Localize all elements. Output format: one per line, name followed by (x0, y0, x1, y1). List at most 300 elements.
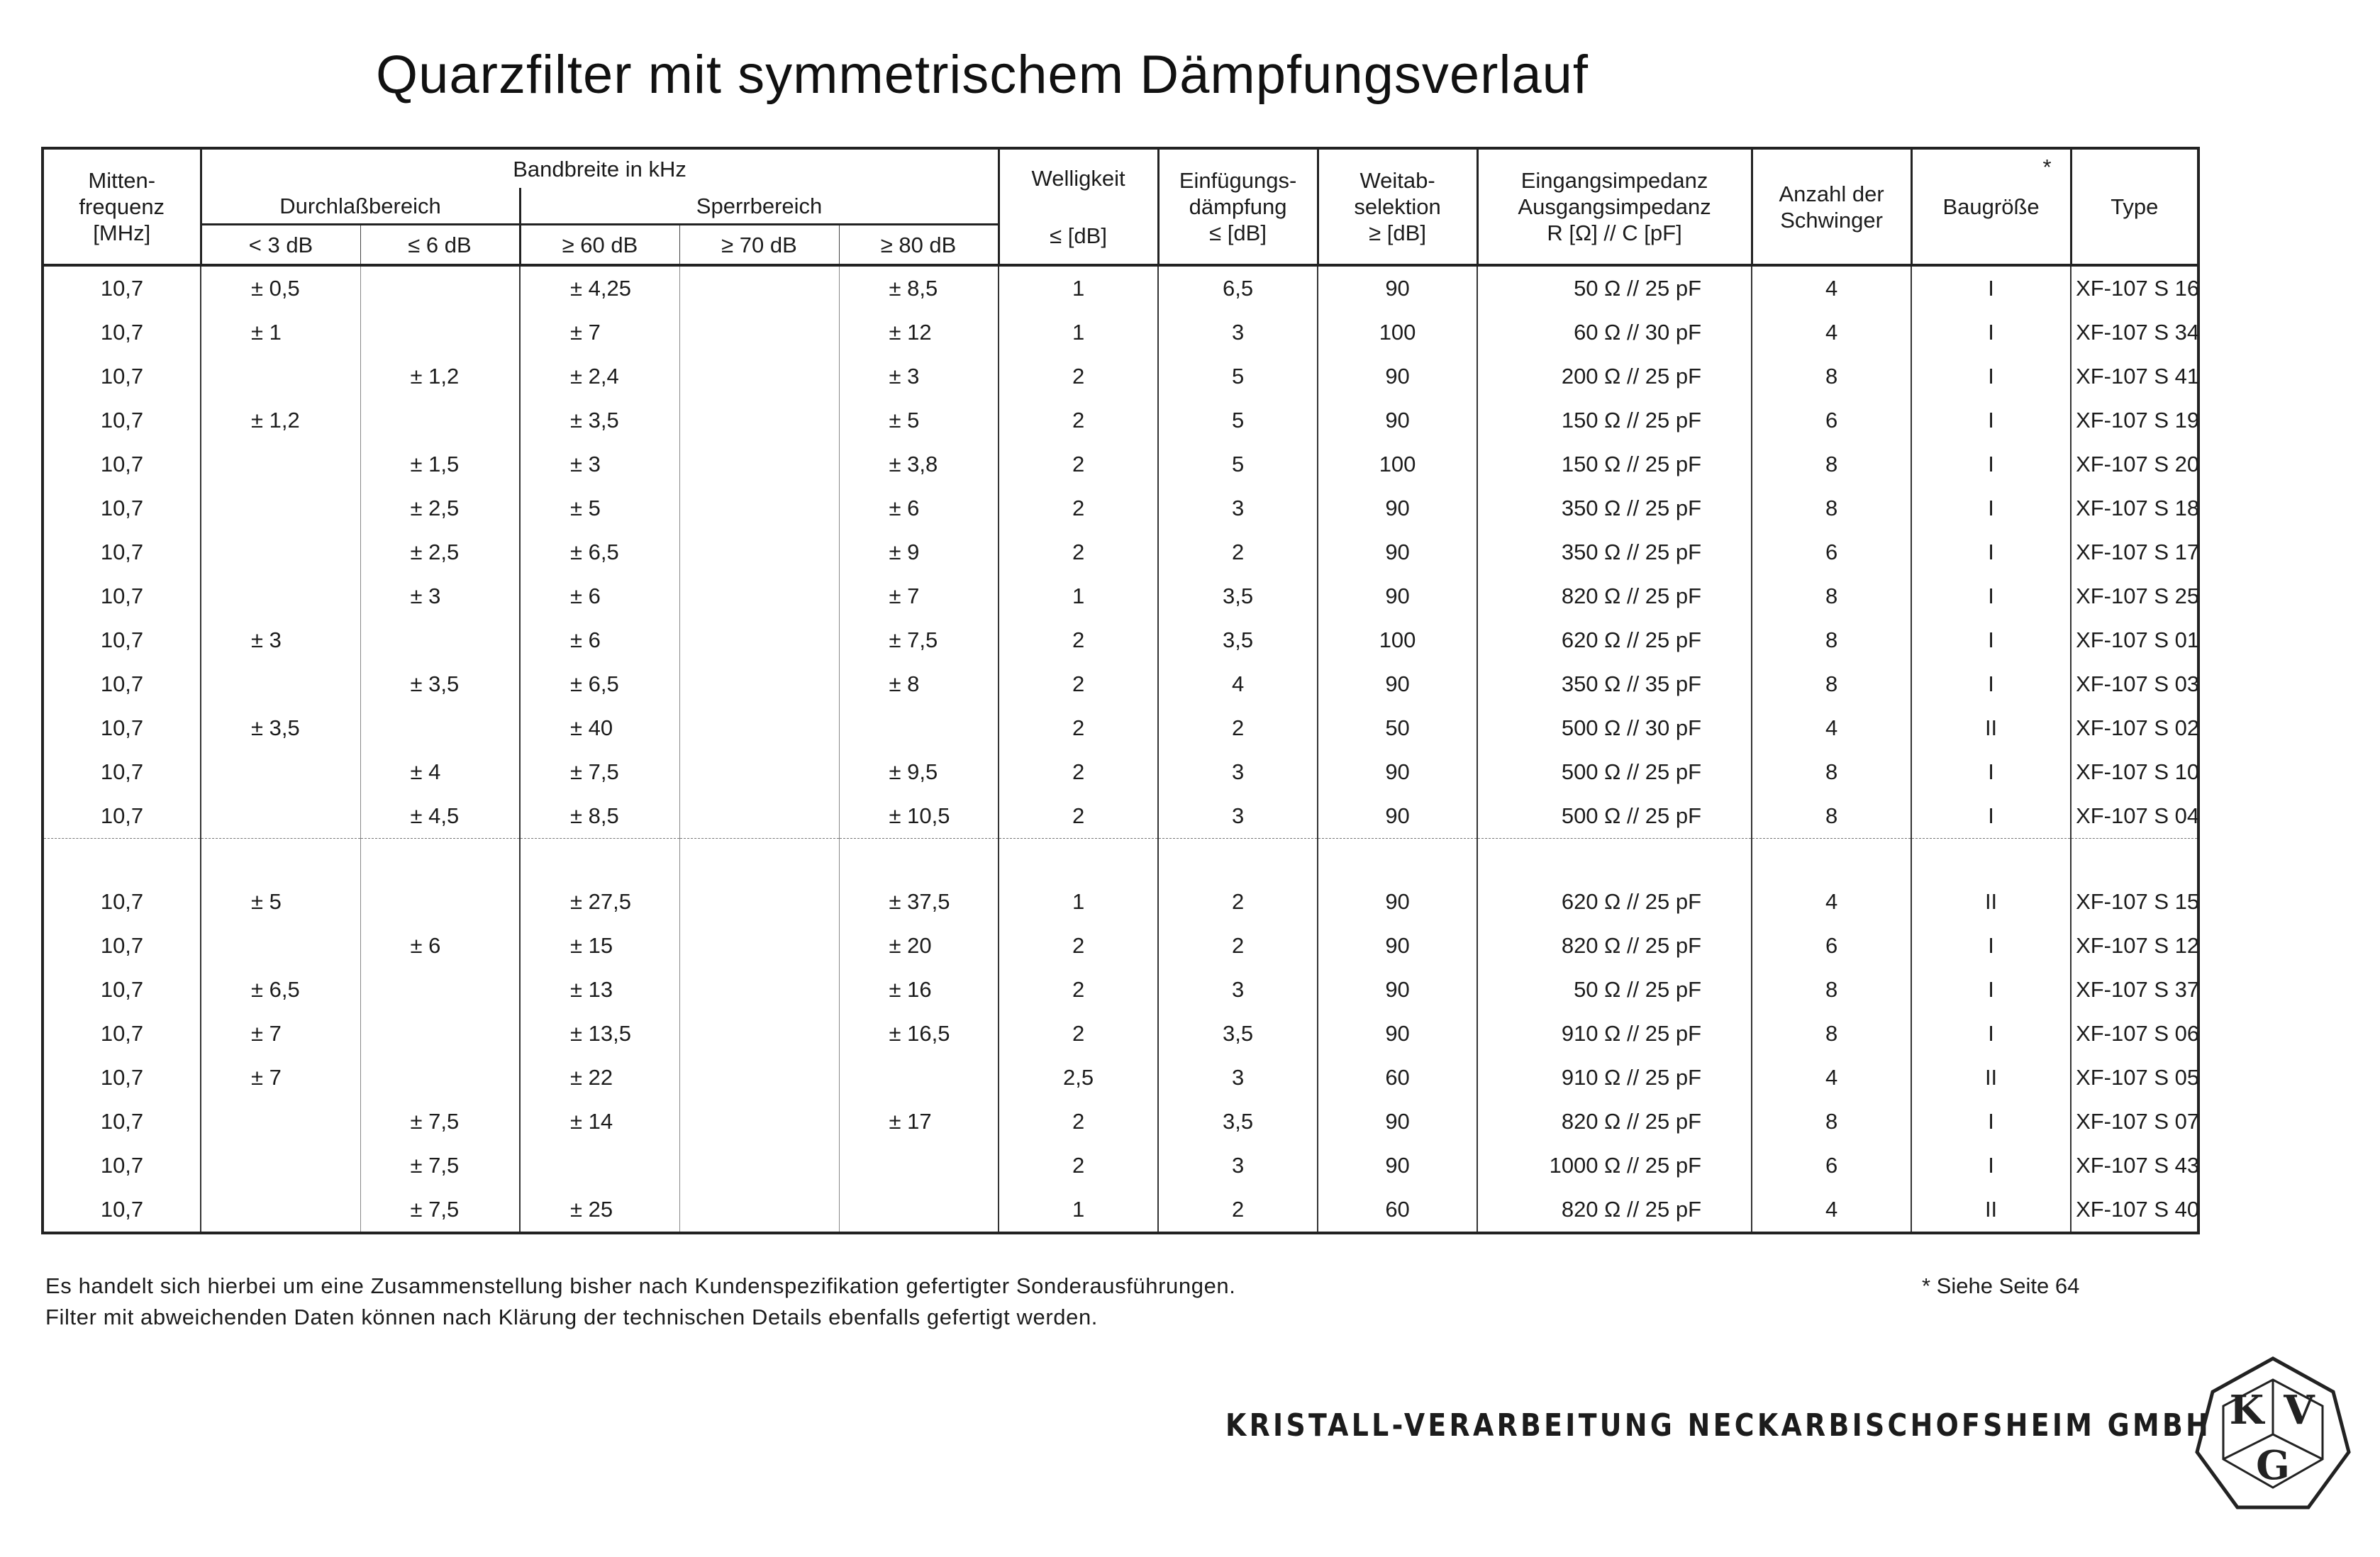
cell-durchlass-3db (201, 924, 360, 968)
cell-sperr-60db: ± 7,5 (520, 750, 679, 794)
cell-sperr-60db: ± 3 (520, 442, 679, 486)
cell-schwinger: 6 (1752, 1144, 1911, 1188)
cell-weitab: 50 (1318, 706, 1477, 750)
cell-weitab: 90 (1318, 1100, 1477, 1144)
cell-weitab: 90 (1318, 968, 1477, 1012)
cell-impedanz: 910 Ω // 25 pF (1477, 1012, 1752, 1056)
cell-sperr-60db: ± 15 (520, 924, 679, 968)
cell-mittenfrequenz: 10,7 (43, 265, 201, 311)
header-weitab-line3: ≥ [dB] (1369, 221, 1426, 245)
cell-sperr-70db (679, 1144, 839, 1188)
header-60db: ≥ 60 dB (520, 225, 679, 266)
cell-type: XF-107 S 34 (2071, 311, 2198, 355)
header-impedanz-line3: R [Ω] // C [pF] (1547, 221, 1682, 245)
cell-sperr-60db: ± 14 (520, 1100, 679, 1144)
header-baugroesse-label: Baugröße (1942, 194, 2040, 219)
cell-baugroesse: I (1911, 442, 2071, 486)
header-einfuegungsdaempfung (1158, 148, 1318, 265)
cell-weitab: 90 (1318, 794, 1477, 839)
header-sperrbereich: Sperrbereich (520, 188, 999, 225)
cell-sperr-70db (679, 794, 839, 839)
cell-type: XF-107 S 19 (2071, 398, 2198, 442)
cell-type: XF-107 S 37 (2071, 968, 2198, 1012)
cell-schwinger: 8 (1752, 442, 1911, 486)
cell-sperr-70db (679, 618, 839, 662)
cell-sperr-70db (679, 706, 839, 750)
cell-einfuegung: 2 (1158, 924, 1318, 968)
cell-baugroesse: I (1911, 618, 2071, 662)
cell-schwinger: 8 (1752, 794, 1911, 839)
cell-durchlass-3db: ± 6,5 (201, 968, 360, 1012)
svg-text:G: G (2256, 1442, 2290, 1489)
cell-sperr-60db: ± 2,4 (520, 355, 679, 398)
header-welligkeit (999, 148, 1158, 265)
cell-sperr-70db (679, 1188, 839, 1233)
cell-durchlass-6db: ± 6 (360, 924, 520, 968)
cell-sperr-80db: ± 10,5 (839, 794, 999, 839)
cell-sperr-60db: ± 3,5 (520, 398, 679, 442)
cell-einfuegung: 3 (1158, 1056, 1318, 1100)
cell-welligkeit: 1 (999, 574, 1158, 618)
header-impedanz-line2: Ausgangsimpedanz (1518, 194, 1711, 219)
cell-sperr-70db (679, 486, 839, 530)
cell-einfuegung: 3 (1158, 750, 1318, 794)
filter-table-container (41, 147, 2200, 1244)
cell-impedanz: 500 Ω // 30 pF (1477, 706, 1752, 750)
cell-sperr-60db: ± 40 (520, 706, 679, 750)
table-row (43, 311, 2198, 355)
cell-impedanz: 350 Ω // 25 pF (1477, 486, 1752, 530)
table-row (43, 486, 2198, 530)
cell-mittenfrequenz: 10,7 (43, 530, 201, 574)
page-title: Quarzfilter mit symmetrischem Dämpfungsverlauf (376, 45, 1589, 105)
header-3db: < 3 dB (201, 225, 360, 266)
cell-mittenfrequenz: 10,7 (43, 355, 201, 398)
table-row (43, 355, 2198, 398)
header-6db: ≤ 6 dB (360, 225, 520, 266)
cell-weitab: 90 (1318, 265, 1477, 311)
cell-durchlass-3db (201, 1100, 360, 1144)
cell-sperr-70db (679, 1100, 839, 1144)
header-welligkeit-line1: Welligkeit (1031, 165, 1125, 191)
header-type: Type (2071, 148, 2198, 265)
cell-sperr-60db: ± 8,5 (520, 794, 679, 839)
cell-durchlass-6db: ± 4,5 (360, 794, 520, 839)
cell-durchlass-3db: ± 3,5 (201, 706, 360, 750)
cell-sperr-80db: ± 9,5 (839, 750, 999, 794)
header-weitab-line2: selektion (1354, 194, 1441, 219)
cell-durchlass-6db: ± 1,5 (360, 442, 520, 486)
group-spacer-row (43, 839, 2198, 881)
cell-type: XF-107 S 07 (2071, 1100, 2198, 1144)
cell-impedanz: 50 Ω // 25 pF (1477, 265, 1752, 311)
cell-sperr-60db: ± 6 (520, 574, 679, 618)
cell-durchlass-3db (201, 530, 360, 574)
cell-sperr-70db (679, 265, 839, 311)
cell-schwinger: 8 (1752, 662, 1911, 706)
cell-sperr-70db (679, 311, 839, 355)
cell-einfuegung: 4 (1158, 662, 1318, 706)
cell-durchlass-6db: ± 3 (360, 574, 520, 618)
cell-impedanz: 50 Ω // 25 pF (1477, 968, 1752, 1012)
spacer-cell (1477, 839, 1752, 881)
footnote-star: * Siehe Seite 64 (1922, 1273, 2080, 1298)
header-schwinger (1752, 148, 1911, 265)
cell-type: XF-107 S 02 (2071, 706, 2198, 750)
cell-einfuegung: 3 (1158, 794, 1318, 839)
cell-weitab: 100 (1318, 311, 1477, 355)
cell-baugroesse: I (1911, 265, 2071, 311)
cell-durchlass-6db (360, 968, 520, 1012)
cell-einfuegung: 3,5 (1158, 618, 1318, 662)
cell-weitab: 60 (1318, 1056, 1477, 1100)
cell-impedanz: 60 Ω // 30 pF (1477, 311, 1752, 355)
header-schwinger-line1: Anzahl der (1779, 181, 1884, 206)
cell-mittenfrequenz: 10,7 (43, 1056, 201, 1100)
cell-sperr-70db (679, 355, 839, 398)
cell-impedanz: 820 Ω // 25 pF (1477, 1188, 1752, 1233)
cell-baugroesse: II (1911, 1188, 2071, 1233)
cell-durchlass-3db: ± 7 (201, 1012, 360, 1056)
table-row (43, 265, 2198, 311)
cell-sperr-60db (520, 1144, 679, 1188)
table-row (43, 1188, 2198, 1233)
spacer-cell (360, 839, 520, 881)
cell-sperr-80db: ± 8 (839, 662, 999, 706)
cell-welligkeit: 2 (999, 618, 1158, 662)
cell-weitab: 90 (1318, 574, 1477, 618)
header-mittenfrequenz-line2: frequenz (79, 194, 165, 219)
cell-sperr-80db: ± 12 (839, 311, 999, 355)
cell-baugroesse: I (1911, 311, 2071, 355)
baugroesse-star: * (2042, 155, 2052, 179)
cell-sperr-70db (679, 398, 839, 442)
cell-einfuegung: 3 (1158, 486, 1318, 530)
cell-durchlass-3db (201, 662, 360, 706)
cell-durchlass-6db: ± 7,5 (360, 1144, 520, 1188)
cell-durchlass-6db: ± 7,5 (360, 1100, 520, 1144)
cell-baugroesse: I (1911, 398, 2071, 442)
cell-schwinger: 8 (1752, 968, 1911, 1012)
cell-baugroesse: I (1911, 794, 2071, 839)
cell-sperr-80db: ± 7,5 (839, 618, 999, 662)
cell-sperr-70db (679, 968, 839, 1012)
header-weitabselektion (1318, 148, 1477, 265)
cell-einfuegung: 3 (1158, 1144, 1318, 1188)
cell-baugroesse: I (1911, 1012, 2071, 1056)
cell-sperr-80db (839, 1144, 999, 1188)
cell-schwinger: 4 (1752, 1056, 1911, 1100)
cell-weitab: 90 (1318, 1012, 1477, 1056)
cell-durchlass-6db (360, 880, 520, 924)
cell-welligkeit: 2,5 (999, 1056, 1158, 1100)
cell-mittenfrequenz: 10,7 (43, 618, 201, 662)
cell-mittenfrequenz: 10,7 (43, 398, 201, 442)
cell-sperr-80db: ± 17 (839, 1100, 999, 1144)
cell-durchlass-6db (360, 311, 520, 355)
cell-welligkeit: 2 (999, 1144, 1158, 1188)
cell-baugroesse: I (1911, 924, 2071, 968)
table-row (43, 442, 2198, 486)
cell-sperr-70db (679, 1056, 839, 1100)
cell-type: XF-107 S 43 (2071, 1144, 2198, 1188)
cell-sperr-80db: ± 16 (839, 968, 999, 1012)
cell-type: XF-107 S 18 (2071, 486, 2198, 530)
table-row (43, 880, 2198, 924)
spacer-cell (1911, 839, 2071, 881)
cell-schwinger: 6 (1752, 924, 1911, 968)
cell-durchlass-6db: ± 2,5 (360, 530, 520, 574)
cell-sperr-80db (839, 1188, 999, 1233)
cell-baugroesse: I (1911, 662, 2071, 706)
cell-welligkeit: 2 (999, 530, 1158, 574)
cell-welligkeit: 2 (999, 924, 1158, 968)
cell-einfuegung: 5 (1158, 355, 1318, 398)
cell-sperr-70db (679, 442, 839, 486)
cell-weitab: 90 (1318, 355, 1477, 398)
spacer-cell (999, 839, 1158, 881)
cell-mittenfrequenz: 10,7 (43, 706, 201, 750)
cell-impedanz: 1000 Ω // 25 pF (1477, 1144, 1752, 1188)
cell-baugroesse: II (1911, 1056, 2071, 1100)
footnote-line-2: Filter mit abweichenden Daten können nach Klärung der technischen Details ebenfalls gefertigt werden. (45, 1305, 1098, 1329)
cell-mittenfrequenz: 10,7 (43, 750, 201, 794)
cell-durchlass-3db: ± 7 (201, 1056, 360, 1100)
spacer-cell (201, 839, 360, 881)
table-row (43, 530, 2198, 574)
cell-einfuegung: 3 (1158, 968, 1318, 1012)
cell-durchlass-6db (360, 706, 520, 750)
cell-durchlass-6db (360, 265, 520, 311)
cell-mittenfrequenz: 10,7 (43, 1100, 201, 1144)
table-row (43, 1144, 2198, 1188)
cell-sperr-60db: ± 13 (520, 968, 679, 1012)
cell-impedanz: 820 Ω // 25 pF (1477, 1100, 1752, 1144)
cell-baugroesse: I (1911, 750, 2071, 794)
spacer-cell (43, 839, 201, 881)
cell-weitab: 100 (1318, 442, 1477, 486)
cell-mittenfrequenz: 10,7 (43, 662, 201, 706)
cell-durchlass-3db: ± 5 (201, 880, 360, 924)
cell-type: XF-107 S 05 (2071, 1056, 2198, 1100)
table-row (43, 706, 2198, 750)
cell-sperr-60db: ± 5 (520, 486, 679, 530)
cell-schwinger: 8 (1752, 486, 1911, 530)
cell-impedanz: 620 Ω // 25 pF (1477, 618, 1752, 662)
cell-sperr-60db: ± 7 (520, 311, 679, 355)
cell-durchlass-3db (201, 794, 360, 839)
cell-impedanz: 820 Ω // 25 pF (1477, 924, 1752, 968)
cell-einfuegung: 2 (1158, 706, 1318, 750)
cell-welligkeit: 1 (999, 311, 1158, 355)
cell-baugroesse: I (1911, 968, 2071, 1012)
cell-type: XF-107 S 10 (2071, 750, 2198, 794)
cell-durchlass-3db: ± 1,2 (201, 398, 360, 442)
cell-sperr-70db (679, 1012, 839, 1056)
cell-sperr-70db (679, 530, 839, 574)
cell-baugroesse: II (1911, 706, 2071, 750)
cell-baugroesse: II (1911, 880, 2071, 924)
cell-welligkeit: 2 (999, 398, 1158, 442)
cell-sperr-80db: ± 3,8 (839, 442, 999, 486)
cell-durchlass-3db (201, 355, 360, 398)
cell-durchlass-3db (201, 750, 360, 794)
cell-type: XF-107 S 16 (2071, 265, 2198, 311)
cell-mittenfrequenz: 10,7 (43, 1188, 201, 1233)
cell-weitab: 90 (1318, 530, 1477, 574)
cell-impedanz: 500 Ω // 25 pF (1477, 750, 1752, 794)
cell-baugroesse: I (1911, 486, 2071, 530)
cell-sperr-80db: ± 37,5 (839, 880, 999, 924)
table-row (43, 1100, 2198, 1144)
cell-einfuegung: 3,5 (1158, 1012, 1318, 1056)
cell-einfuegung: 2 (1158, 530, 1318, 574)
cell-mittenfrequenz: 10,7 (43, 924, 201, 968)
spacer-cell (679, 839, 839, 881)
cell-weitab: 60 (1318, 1188, 1477, 1233)
cell-mittenfrequenz: 10,7 (43, 1144, 201, 1188)
cell-welligkeit: 2 (999, 1100, 1158, 1144)
cell-schwinger: 4 (1752, 706, 1911, 750)
cell-durchlass-3db (201, 574, 360, 618)
cell-durchlass-3db: ± 1 (201, 311, 360, 355)
cell-durchlass-3db (201, 486, 360, 530)
cell-welligkeit: 2 (999, 355, 1158, 398)
cell-durchlass-3db (201, 442, 360, 486)
cell-welligkeit: 2 (999, 1012, 1158, 1056)
cell-type: XF-107 S 20 (2071, 442, 2198, 486)
cell-mittenfrequenz: 10,7 (43, 794, 201, 839)
header-mittenfrequenz (43, 148, 201, 265)
cell-type: XF-107 S 25 (2071, 574, 2198, 618)
cell-durchlass-6db (360, 398, 520, 442)
spacer-cell (1318, 839, 1477, 881)
filter-table (41, 147, 2200, 1234)
cell-type: XF-107 S 15 (2071, 880, 2198, 924)
cell-einfuegung: 3,5 (1158, 1100, 1318, 1144)
header-baugroesse (1911, 148, 2071, 265)
cell-schwinger: 8 (1752, 355, 1911, 398)
cell-mittenfrequenz: 10,7 (43, 311, 201, 355)
cell-einfuegung: 2 (1158, 880, 1318, 924)
cell-mittenfrequenz: 10,7 (43, 486, 201, 530)
cell-durchlass-3db: ± 0,5 (201, 265, 360, 311)
table-row (43, 794, 2198, 839)
footnote-line-1: Es handelt sich hierbei um eine Zusammenstellung bisher nach Kundenspezifikation gefertigter Sonderausführungen. (45, 1273, 1236, 1298)
cell-impedanz: 910 Ω // 25 pF (1477, 1056, 1752, 1100)
cell-sperr-80db: ± 9 (839, 530, 999, 574)
header-mittenfrequenz-line3: [MHz] (93, 221, 151, 245)
cell-type: XF-107 S 17 (2071, 530, 2198, 574)
cell-sperr-70db (679, 750, 839, 794)
cell-weitab: 90 (1318, 398, 1477, 442)
header-welligkeit-line2: ≤ [dB] (1050, 223, 1107, 248)
cell-sperr-60db: ± 27,5 (520, 880, 679, 924)
cell-durchlass-6db: ± 4 (360, 750, 520, 794)
cell-einfuegung: 3,5 (1158, 574, 1318, 618)
cell-weitab: 90 (1318, 486, 1477, 530)
cell-welligkeit: 2 (999, 794, 1158, 839)
cell-durchlass-6db: ± 2,5 (360, 486, 520, 530)
header-mittenfrequenz-line1: Mitten- (88, 168, 156, 193)
cell-einfuegung: 3 (1158, 311, 1318, 355)
header-einfuegung-line3: ≤ [dB] (1209, 221, 1267, 245)
cell-sperr-80db: ± 6 (839, 486, 999, 530)
cell-baugroesse: I (1911, 355, 2071, 398)
cell-type: XF-107 S 12 (2071, 924, 2198, 968)
table-header (43, 148, 2198, 265)
cell-weitab: 90 (1318, 880, 1477, 924)
cell-weitab: 90 (1318, 1144, 1477, 1188)
table-row (43, 1012, 2198, 1056)
header-einfuegung-line2: dämpfung (1189, 194, 1287, 219)
cell-impedanz: 620 Ω // 25 pF (1477, 880, 1752, 924)
header-80db: ≥ 80 dB (839, 225, 999, 266)
cell-sperr-80db: ± 7 (839, 574, 999, 618)
cell-schwinger: 6 (1752, 530, 1911, 574)
table-row (43, 398, 2198, 442)
cell-welligkeit: 2 (999, 706, 1158, 750)
cell-sperr-70db (679, 662, 839, 706)
cell-durchlass-6db (360, 1056, 520, 1100)
table-row (43, 924, 2198, 968)
header-schwinger-line2: Schwinger (1780, 207, 1883, 233)
header-70db: ≥ 70 dB (679, 225, 839, 266)
spacer-cell (839, 839, 999, 881)
cell-sperr-80db: ± 16,5 (839, 1012, 999, 1056)
cell-einfuegung: 2 (1158, 1188, 1318, 1233)
cell-welligkeit: 1 (999, 880, 1158, 924)
cell-sperr-60db: ± 13,5 (520, 1012, 679, 1056)
cell-durchlass-6db: ± 1,2 (360, 355, 520, 398)
cell-impedanz: 350 Ω // 25 pF (1477, 530, 1752, 574)
cell-mittenfrequenz: 10,7 (43, 574, 201, 618)
cell-impedanz: 150 Ω // 25 pF (1477, 398, 1752, 442)
table-row (43, 968, 2198, 1012)
svg-text:K: K (2229, 1387, 2264, 1434)
cell-impedanz: 200 Ω // 25 pF (1477, 355, 1752, 398)
cell-impedanz: 500 Ω // 25 pF (1477, 794, 1752, 839)
cell-sperr-60db: ± 25 (520, 1188, 679, 1233)
cell-durchlass-3db: ± 3 (201, 618, 360, 662)
header-einfuegung-line1: Einfügungs- (1179, 168, 1297, 193)
cell-weitab: 100 (1318, 618, 1477, 662)
cell-weitab: 90 (1318, 662, 1477, 706)
cell-weitab: 90 (1318, 924, 1477, 968)
cell-durchlass-6db (360, 618, 520, 662)
cell-type: XF-107 S 41 (2071, 355, 2198, 398)
cell-durchlass-6db: ± 3,5 (360, 662, 520, 706)
cell-sperr-60db: ± 4,25 (520, 265, 679, 311)
header-impedanz (1477, 148, 1752, 265)
cell-schwinger: 8 (1752, 1100, 1911, 1144)
cell-schwinger: 4 (1752, 265, 1911, 311)
cell-schwinger: 6 (1752, 398, 1911, 442)
table-row (43, 1056, 2198, 1100)
cell-schwinger: 8 (1752, 574, 1911, 618)
header-durchlassbereich: Durchlaßbereich (201, 188, 520, 225)
cell-schwinger: 4 (1752, 880, 1911, 924)
cell-sperr-70db (679, 924, 839, 968)
cell-baugroesse: I (1911, 574, 2071, 618)
cell-baugroesse: I (1911, 1144, 2071, 1188)
cell-sperr-60db: ± 6 (520, 618, 679, 662)
cell-mittenfrequenz: 10,7 (43, 442, 201, 486)
cell-sperr-80db: ± 20 (839, 924, 999, 968)
cell-schwinger: 8 (1752, 1012, 1911, 1056)
cell-einfuegung: 6,5 (1158, 265, 1318, 311)
cell-sperr-70db (679, 880, 839, 924)
